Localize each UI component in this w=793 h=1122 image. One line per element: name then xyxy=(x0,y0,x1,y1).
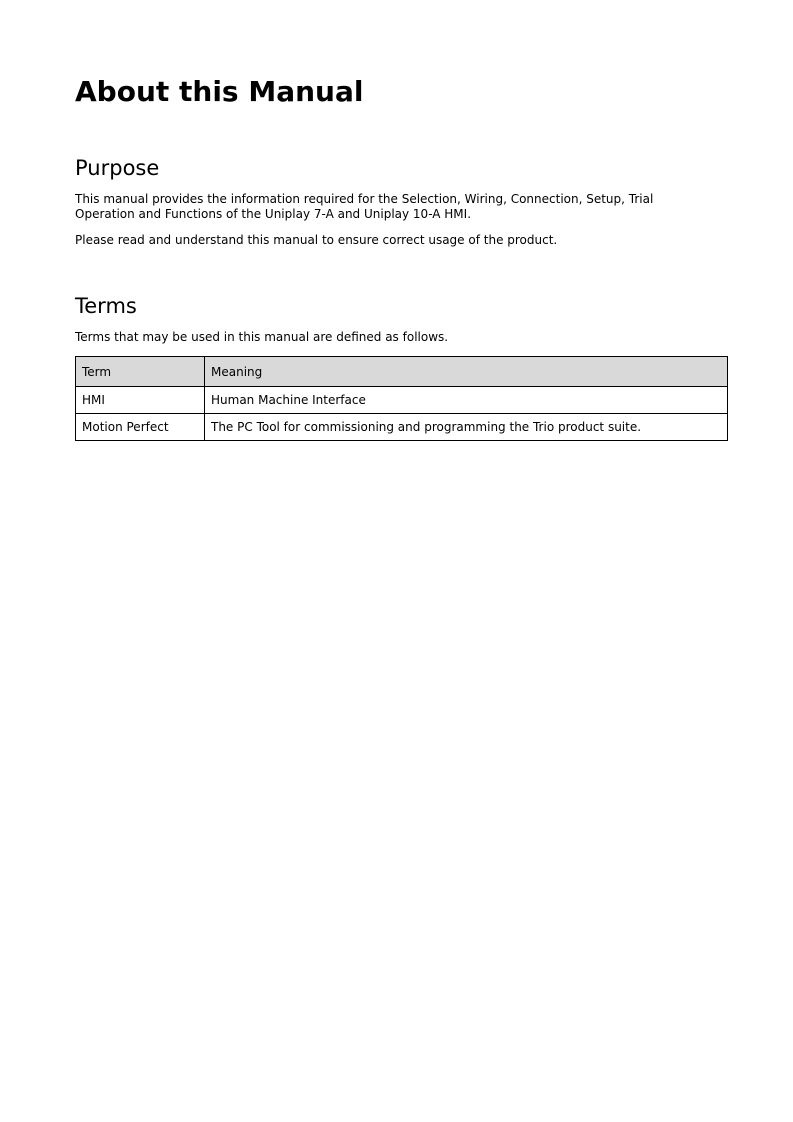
terms-table xyxy=(75,356,728,441)
page-title: About this Manual xyxy=(75,75,364,108)
table-cell-meaning: Human Machine Interface xyxy=(205,387,728,414)
table-cell-term: HMI xyxy=(76,387,205,414)
table-row xyxy=(76,414,728,441)
table-header-meaning: Meaning xyxy=(205,357,728,387)
terms-heading: Terms xyxy=(75,294,137,318)
purpose-paragraph-line-1: This manual provides the information required for the Selection, Wiring, Connection, Setup, Trial xyxy=(75,192,654,206)
table-header-row xyxy=(76,357,728,387)
table-header-term: Term xyxy=(76,357,205,387)
table-cell-meaning: The PC Tool for commissioning and programming the Trio product suite. xyxy=(205,414,728,441)
purpose-heading: Purpose xyxy=(75,156,160,180)
purpose-paragraph-line-2: Operation and Functions of the Uniplay 7-A and Uniplay 10-A HMI. xyxy=(75,207,472,221)
purpose-usage-note: Please read and understand this manual to ensure correct usage of the product. xyxy=(75,233,558,247)
purpose-paragraph xyxy=(75,192,735,222)
table-cell-term: Motion Perfect xyxy=(76,414,205,441)
table-row xyxy=(76,387,728,414)
terms-intro: Terms that may be used in this manual are defined as follows. xyxy=(75,330,449,344)
